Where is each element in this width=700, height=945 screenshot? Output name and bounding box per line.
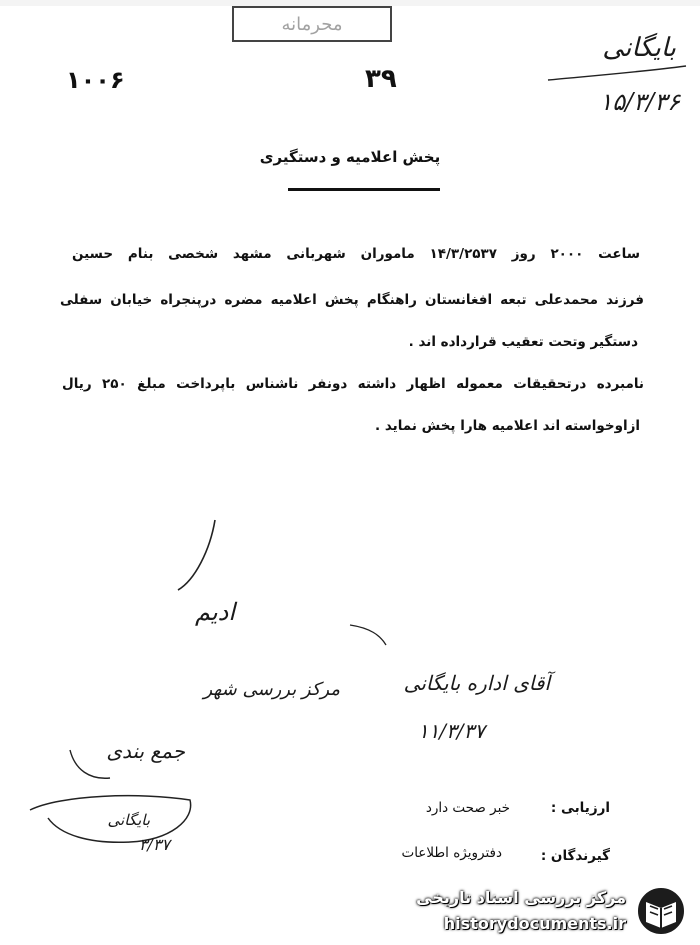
handwritten-note-3: مرکز بررسی شهر [203,679,340,700]
body-line-2: فرزند محمدعلی تبعه افغانستان راهنگام پخش اعلامیه مضره درپنجراه خیابان سفلی [60,292,644,308]
book-logo-icon [632,884,690,938]
title-underline [288,188,440,191]
body-line-4: نامبرده درتحقیقات معموله اظهار داشته دونفر ناشناس باپرداخت مبلغ ۲۵۰ ریال [62,376,644,392]
classification-stamp [232,6,392,42]
left-note-text: جمع بندی [106,739,185,763]
evaluation-value: خبر صحت دارد [425,800,510,816]
handwritten-note-1: ادیم [194,598,235,626]
document-number: ۱۰۰۶ [66,66,125,94]
watermark-persian: مرکز بررسی اسناد تاریخی [416,888,626,907]
recipient-value: دفترویژه اطلاعات [401,845,502,861]
body-line-5: ازاوخواسته اند اعلامیه هارا پخش نماید . [375,418,640,434]
body-line-1: ساعت ۲۰۰۰ روز ۱۴/۳/۲۵۳۷ ماموران شهربانی مشهد شخصی بنام حسین [72,246,640,262]
watermark-url: historydocuments.ir [443,914,626,933]
left-note-text-2: بایگانی [107,811,150,829]
margin-note-signature: بایگانی [602,33,676,63]
body-line-3: دستگیر وتحت تعقیب قرارداده اند . [408,334,638,350]
stamp-text: محرمانه [281,13,343,35]
handwritten-note-2: آقای اداره بایگانی [403,671,550,695]
recipient-label: گیرندگان : [540,848,610,864]
handwritten-date: ۱۱/۳/۳۷ [417,719,485,743]
page-number: ۳۹ [365,64,397,94]
document-title: پخش اعلامیه و دستگیری [259,148,441,166]
left-note-text-3: ۳/۳۷ [138,835,170,854]
margin-note-date: ۱۵/۳/۳۶ [599,88,680,116]
evaluation-label: ارزیابی : [550,800,610,816]
margin-handwriting [540,10,690,120]
handwritten-left-note [20,700,220,870]
